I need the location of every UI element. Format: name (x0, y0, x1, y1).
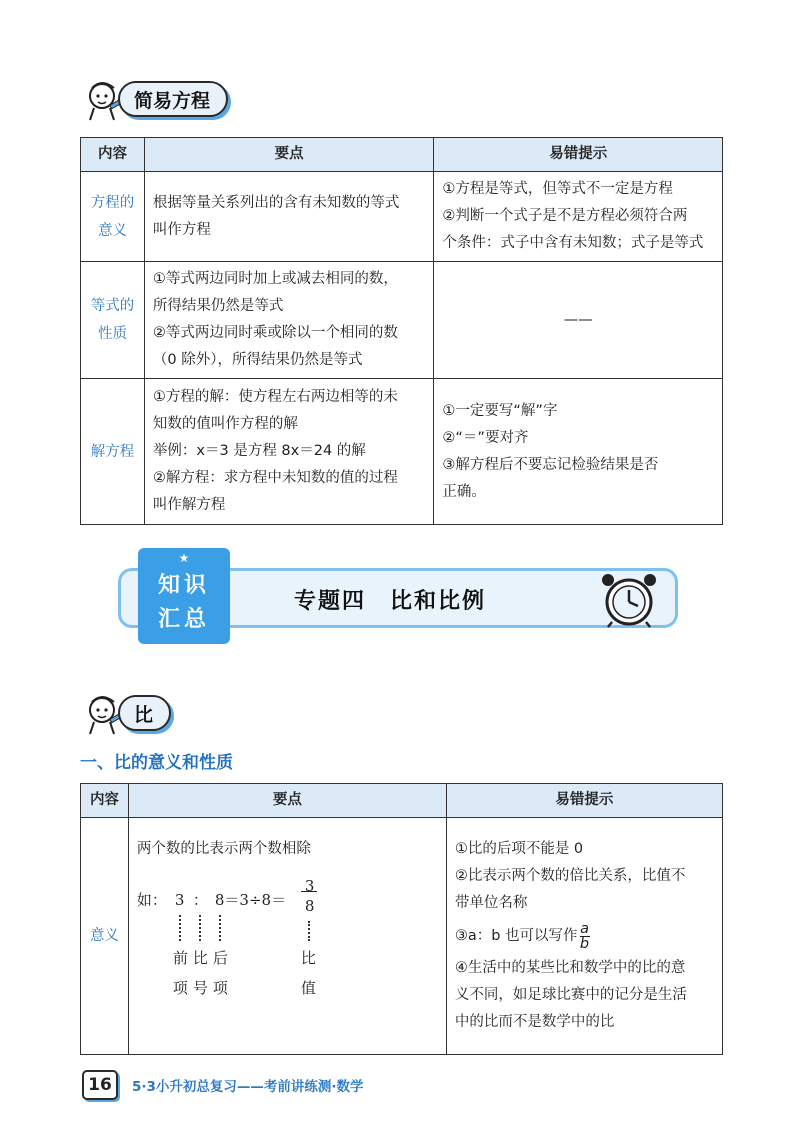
dash-mark: —— (563, 311, 593, 328)
topic-banner (118, 551, 680, 632)
row-tips: ①方程是等式，但等式不一定是方程 ②判断一个式子是不是方程必须符合两 个条件：式子中含有未知数；式子是等式 (434, 172, 723, 262)
equations-table (80, 137, 723, 525)
row-points: ①方程的解：使方程左右两边相等的未 知数的值叫作方程的解 举例：x＝3 是方程 8x＝24 的解 ②解方程：求方程中未知数的值的过程 叫作解方程 (144, 379, 434, 525)
subheading: 一、比的意义和性质 (80, 753, 233, 773)
ratio-example: 如： 3 ： 8＝3÷8＝ 3 8 前 比 后 比 项 号 项 值 (136, 877, 316, 997)
page-footer (82, 1070, 364, 1100)
page-number: 16 (82, 1070, 118, 1100)
row-points: ①等式两边同时加上或减去相同的数， 所得结果仍然是等式 ②等式两边同时乘或除以一个相同的数 （0 除外），所得结果仍然是等式 (144, 262, 434, 379)
section-badge-equations (80, 76, 228, 122)
row-tips: ①比的后项不能是 0 ②比表示两个数的倍比关系，比值不 带单位名称 ③a：b 也可以写作 a b ④生活中的某些比和数学中的比的意 义不同，如足球比赛中的记分是生活 中的比而不是数学中的比 (446, 818, 722, 1055)
dotted-leader (179, 915, 181, 941)
row-category: 方程的 意义 (81, 172, 145, 262)
star-icon: ★ (178, 551, 190, 565)
header-points: 要点 (128, 784, 446, 818)
ratio-table (80, 783, 723, 1055)
alarm-clock-icon (596, 570, 662, 628)
table-row (81, 172, 723, 262)
section-title: 简易方程 (118, 81, 228, 117)
dotted-leader (219, 915, 221, 941)
row-tips-empty (434, 262, 723, 379)
row-points: 根据等量关系列出的含有未知数的等式 叫作方程 (144, 172, 434, 262)
row-category: 解方程 (81, 379, 145, 525)
dotted-leader (199, 915, 201, 941)
tip-fraction: ③a：b 也可以写作 a b (454, 920, 590, 952)
header-content: 内容 (81, 784, 129, 818)
section-badge-ratio (80, 690, 171, 736)
dotted-leader (308, 921, 310, 941)
table-row (81, 379, 723, 525)
table-header-row (81, 784, 723, 818)
knowledge-summary-tag: ★ 知识 汇总 (138, 548, 230, 644)
row-category: 意义 (81, 818, 129, 1055)
header-tips: 易错提示 (434, 138, 723, 172)
footer-text: 5·3小升初总复习——考前讲练测·数学 (132, 1079, 364, 1095)
topic-title: 专题四 比和比例 (294, 589, 487, 614)
table-header-row (81, 138, 723, 172)
table-row (81, 262, 723, 379)
section-title: 比 (118, 695, 171, 731)
row-tips: ①一定要写“解”字 ②“＝”要对齐 ③解方程后不要忘记检验结果是否 正确。 (434, 379, 723, 525)
row-points: 两个数的比表示两个数相除 如： 3 ： 8＝3÷8＝ 3 8 前 比 后 比 项 号 项 值 (128, 818, 446, 1055)
row-category: 等式的 性质 (81, 262, 145, 379)
header-tips: 易错提示 (446, 784, 722, 818)
header-content: 内容 (81, 138, 145, 172)
table-row (81, 818, 723, 1055)
header-points: 要点 (144, 138, 434, 172)
